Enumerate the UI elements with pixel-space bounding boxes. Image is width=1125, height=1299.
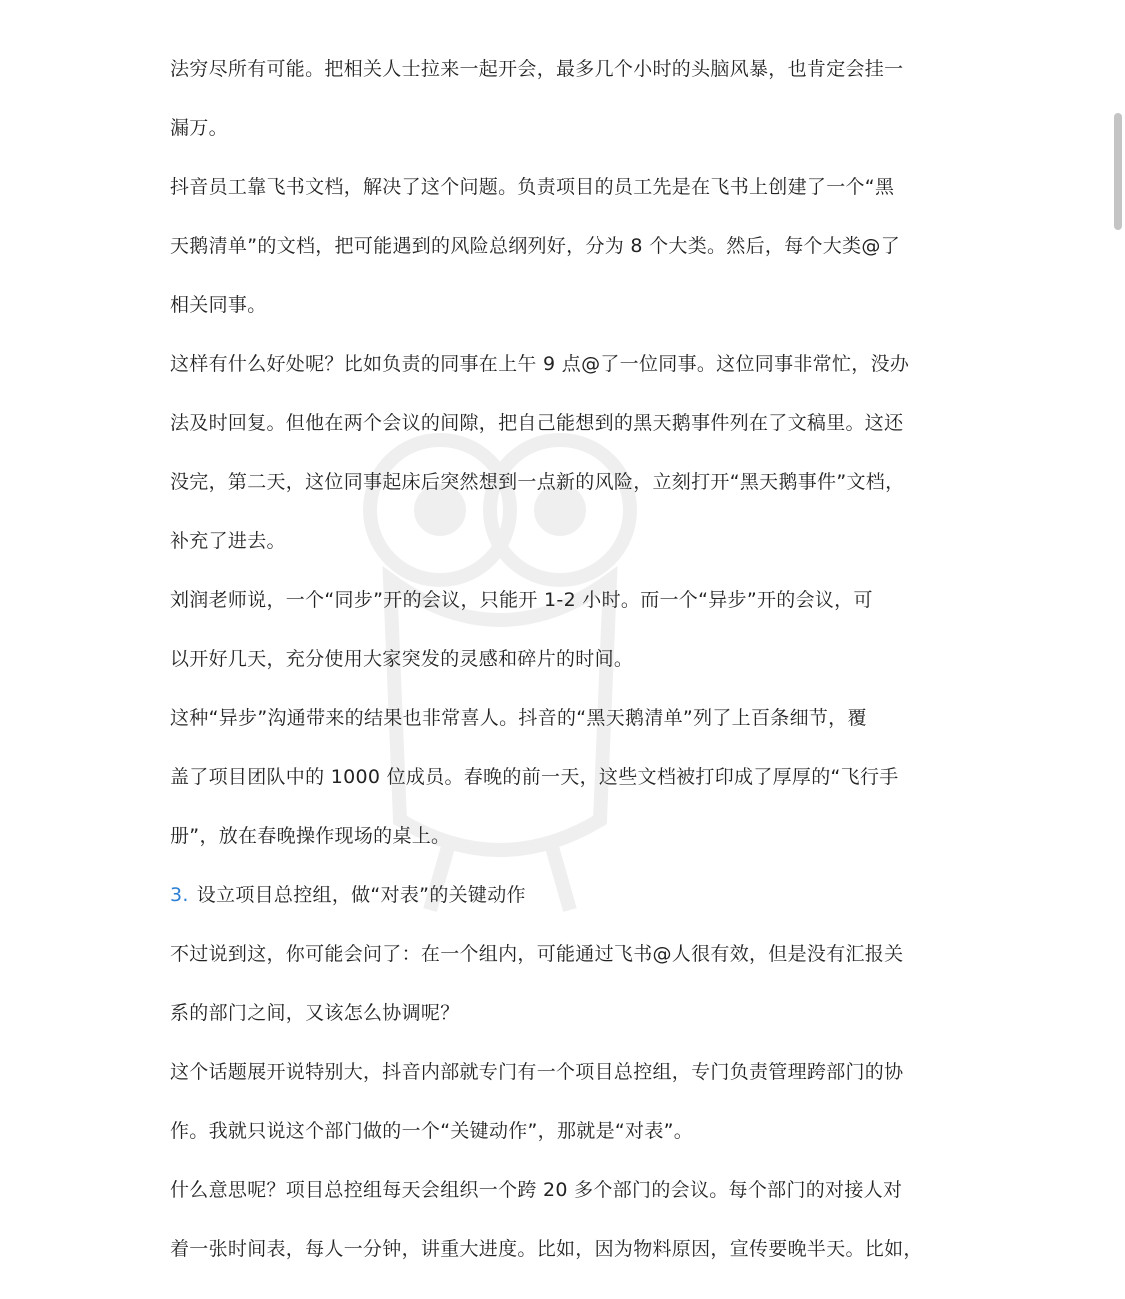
paragraph-line: 没完，第二天，这位同事起床后突然想到一点新的风险，立刻打开“黑天鹅事件”文档， <box>170 471 905 493</box>
paragraph-line: 补充了进去。 <box>170 530 286 552</box>
paragraph-line: 册”，放在春晚操作现场的桌上。 <box>170 825 451 847</box>
paragraph-line: 什么意思呢？项目总控组每天会组织一个跨 20 多个部门的会议。每个部门的对接人对 <box>170 1179 903 1201</box>
paragraph-line: 相关同事。 <box>170 294 267 316</box>
paragraph-line: 这种“异步”沟通带来的结果也非常喜人。抖音的“黑天鹅清单”列了上百条细节，覆 <box>170 707 867 729</box>
paragraph-line: 法穷尽所有可能。把相关人士拉来一起开会，最多几个小时的头脑风暴，也肯定会挂一 <box>170 58 904 80</box>
paragraph-line: 法及时回复。但他在两个会议的间隙，把自己能想到的黑天鹅事件列在了文稿里。这还 <box>170 412 904 434</box>
article-body <box>170 40 960 1279</box>
paragraph-line: 天鹅清单”的文档，把可能遇到的风险总纲列好，分为 8 个大类。然后，每个大类@了 <box>170 235 901 257</box>
paragraph-line: 不过说到这，你可能会问了：在一个组内，可能通过飞书@人很有效，但是没有汇报关 <box>170 943 904 965</box>
paragraph-line: 系的部门之间，又该怎么协调呢？ <box>170 1002 460 1024</box>
paragraph-line: 刘润老师说，一个“同步”开的会议，只能开 1-2 小时。而一个“异步”开的会议，可 <box>170 589 873 611</box>
paragraph-line: 抖音员工靠飞书文档，解决了这个问题。负责项目的员工先是在飞书上创建了一个“黑 <box>170 176 895 198</box>
paragraph-line: 着一张时间表，每人一分钟，讲重大进度。比如，因为物料原因，宣传要晚半天。比如， <box>170 1238 923 1260</box>
paragraph-line: 这样有什么好处呢？比如负责的同事在上午 9 点@了一位同事。这位同事非常忙，没办 <box>170 353 910 375</box>
section-number: 3. <box>170 884 189 906</box>
paragraph-line: 以开好几天，充分使用大家突发的灵感和碎片的时间。 <box>170 648 634 670</box>
paragraph-line: 这个话题展开说特别大，抖音内部就专门有一个项目总控组，专门负责管理跨部门的协 <box>170 1061 904 1083</box>
section-heading <box>170 866 960 925</box>
scrollbar-thumb[interactable] <box>1114 113 1122 230</box>
paragraph-line: 漏万。 <box>170 117 228 139</box>
section-heading-text: 设立项目总控组，做“对表”的关键动作 <box>196 884 526 906</box>
vertical-scrollbar[interactable] <box>1111 0 1125 1299</box>
paragraph-line: 作。我就只说这个部门做的一个“关键动作”，那就是“对表”。 <box>170 1120 694 1142</box>
paragraph-line: 盖了项目团队中的 1000 位成员。春晚的前一天，这些文档被打印成了厚厚的“飞行手 <box>170 766 899 788</box>
